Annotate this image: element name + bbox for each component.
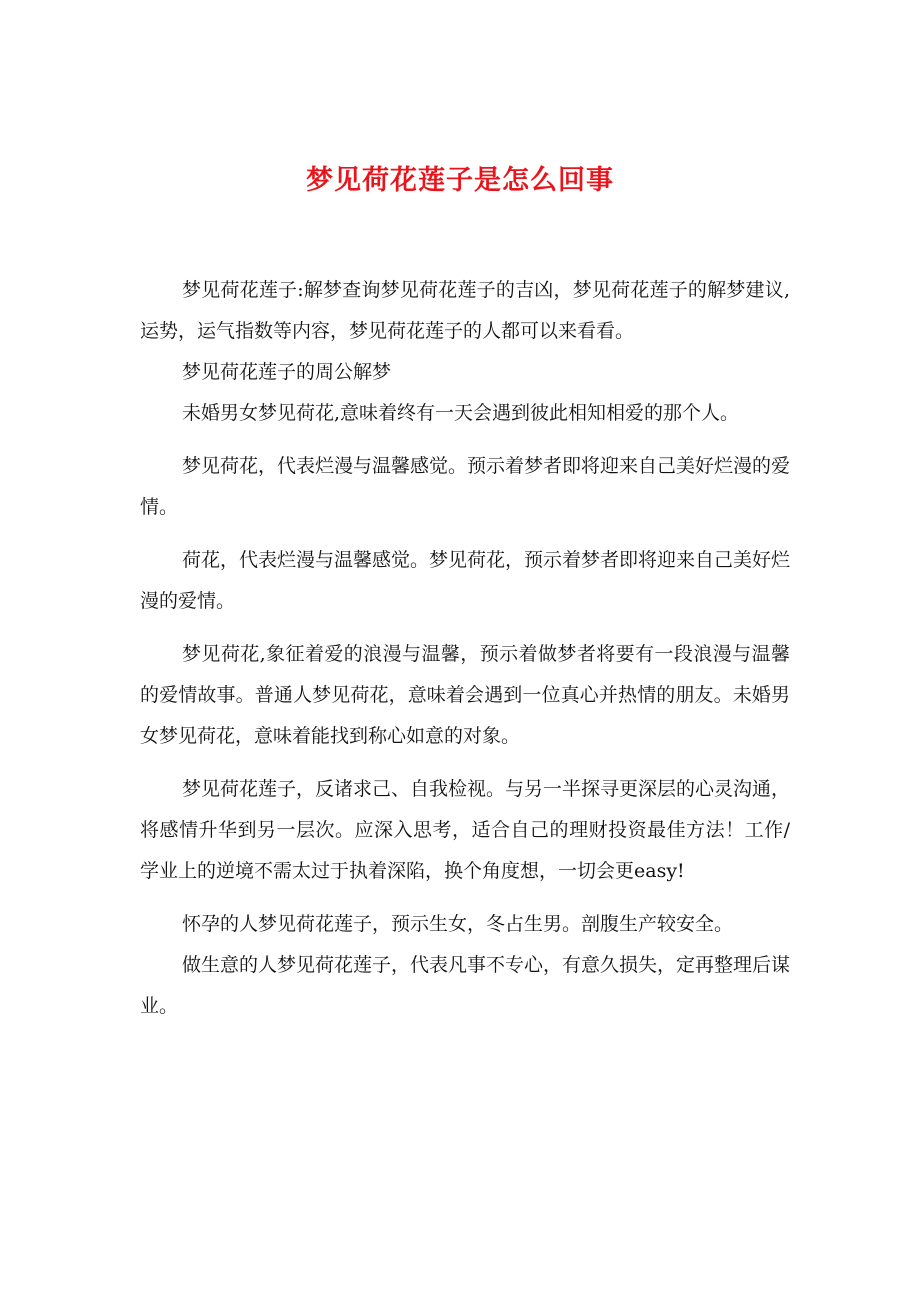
paragraph-lotus-warmth: 荷花，代表烂漫与温馨感觉。梦见荷花，预示着梦者即将迎来自己美好烂漫的爱情。 xyxy=(140,549,791,612)
paragraph-business: 做生意的人梦见荷花莲子，代表凡事不专心，有意久损失，定再整理后谋业。 xyxy=(140,954,791,1017)
paragraph-intro: 梦见荷花莲子:解梦查询梦见荷花莲子的吉凶，梦见荷花莲子的解梦建议,运势，运气指数等内容，梦见荷花莲子的人都可以来看看。 xyxy=(140,279,790,342)
document-title: 梦见荷花莲子是怎么回事 xyxy=(306,165,614,196)
document-body xyxy=(140,270,790,1027)
paragraph-lotus-romance: 梦见荷花，代表烂漫与温馨感觉。预示着梦者即将迎来自己美好烂漫的爱情。 xyxy=(140,455,791,518)
paragraph-pregnant: 怀孕的人梦见荷花莲子，预示生女，冬占生男。剖腹生产较安全。 xyxy=(182,913,734,935)
paragraph-self-reflection: 梦见荷花莲子，反诸求己、自我检视。与另一半探寻更深层的心灵沟通，将感情升华到另一层次。应深入思考，适合自己的理财投资最佳方法！工作/学业上的逆境不需太过于执着深陷，换个角度想，一切会更easy! xyxy=(140,778,791,882)
paragraph-love-symbol: 梦见荷花,象征着爱的浪漫与温馨，预示着做梦者将要有一段浪漫与温馨的爱情故事。普通人梦见荷花，意味着会遇到一位真心并热情的朋友。未婚男女梦见荷花，意味着能找到称心如意的对象。 xyxy=(140,643,790,747)
paragraph-heading: 梦见荷花莲子的周公解梦 xyxy=(182,361,392,383)
paragraph-unmarried: 未婚男女梦见荷花,意味着终有一天会遇到彼此相知相爱的那个人。 xyxy=(182,402,740,424)
